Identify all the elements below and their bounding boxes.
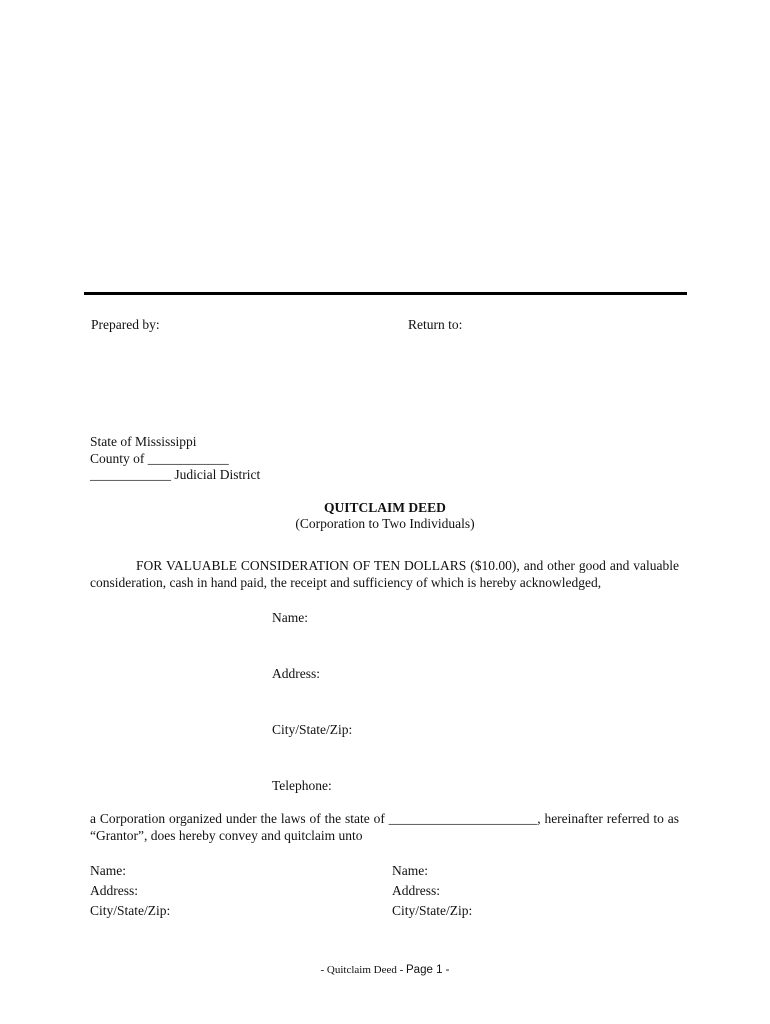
consideration-paragraph: FOR VALUABLE CONSIDERATION OF TEN DOLLARS ($10.00), and other good and valuable consideration, cash in hand paid, the receipt and sufficiency of which is hereby acknowledged, <box>90 558 679 590</box>
grantee-1-city-state-zip-label: City/State/Zip: <box>90 903 171 918</box>
state-line: State of Mississippi <box>90 434 197 449</box>
corporation-clause: a Corporation organized under the laws of the state of ______________________, hereinafter referred to as “Grantor”, does hereby convey and quitclaim unto <box>90 811 679 843</box>
grantor-address-label: Address: <box>272 666 320 681</box>
county-line: County of ____________ <box>90 451 229 466</box>
return-to-label: Return to: <box>408 317 463 332</box>
document-title: QUITCLAIM DEED <box>324 500 446 515</box>
grantor-telephone-label: Telephone: <box>272 778 332 793</box>
footer-document-label: - Quitclaim Deed - <box>320 964 404 976</box>
grantee-2-city-state-zip-label: City/State/Zip: <box>392 903 473 918</box>
grantor-city-state-zip-label: City/State/Zip: <box>272 722 353 737</box>
grantor-name-label: Name: <box>272 610 308 625</box>
header-divider <box>84 292 687 295</box>
page-footer <box>0 963 770 977</box>
grantee-1-name-label: Name: <box>90 863 126 878</box>
footer-page-number: Page 1 - <box>406 964 450 976</box>
grantee-1-address-label: Address: <box>90 883 138 898</box>
prepared-by-label: Prepared by: <box>91 317 160 332</box>
grantee-2-name-label: Name: <box>392 863 428 878</box>
judicial-district-line: ____________ Judicial District <box>90 467 261 482</box>
document-subtitle: (Corporation to Two Individuals) <box>295 516 475 531</box>
grantee-2-address-label: Address: <box>392 883 440 898</box>
